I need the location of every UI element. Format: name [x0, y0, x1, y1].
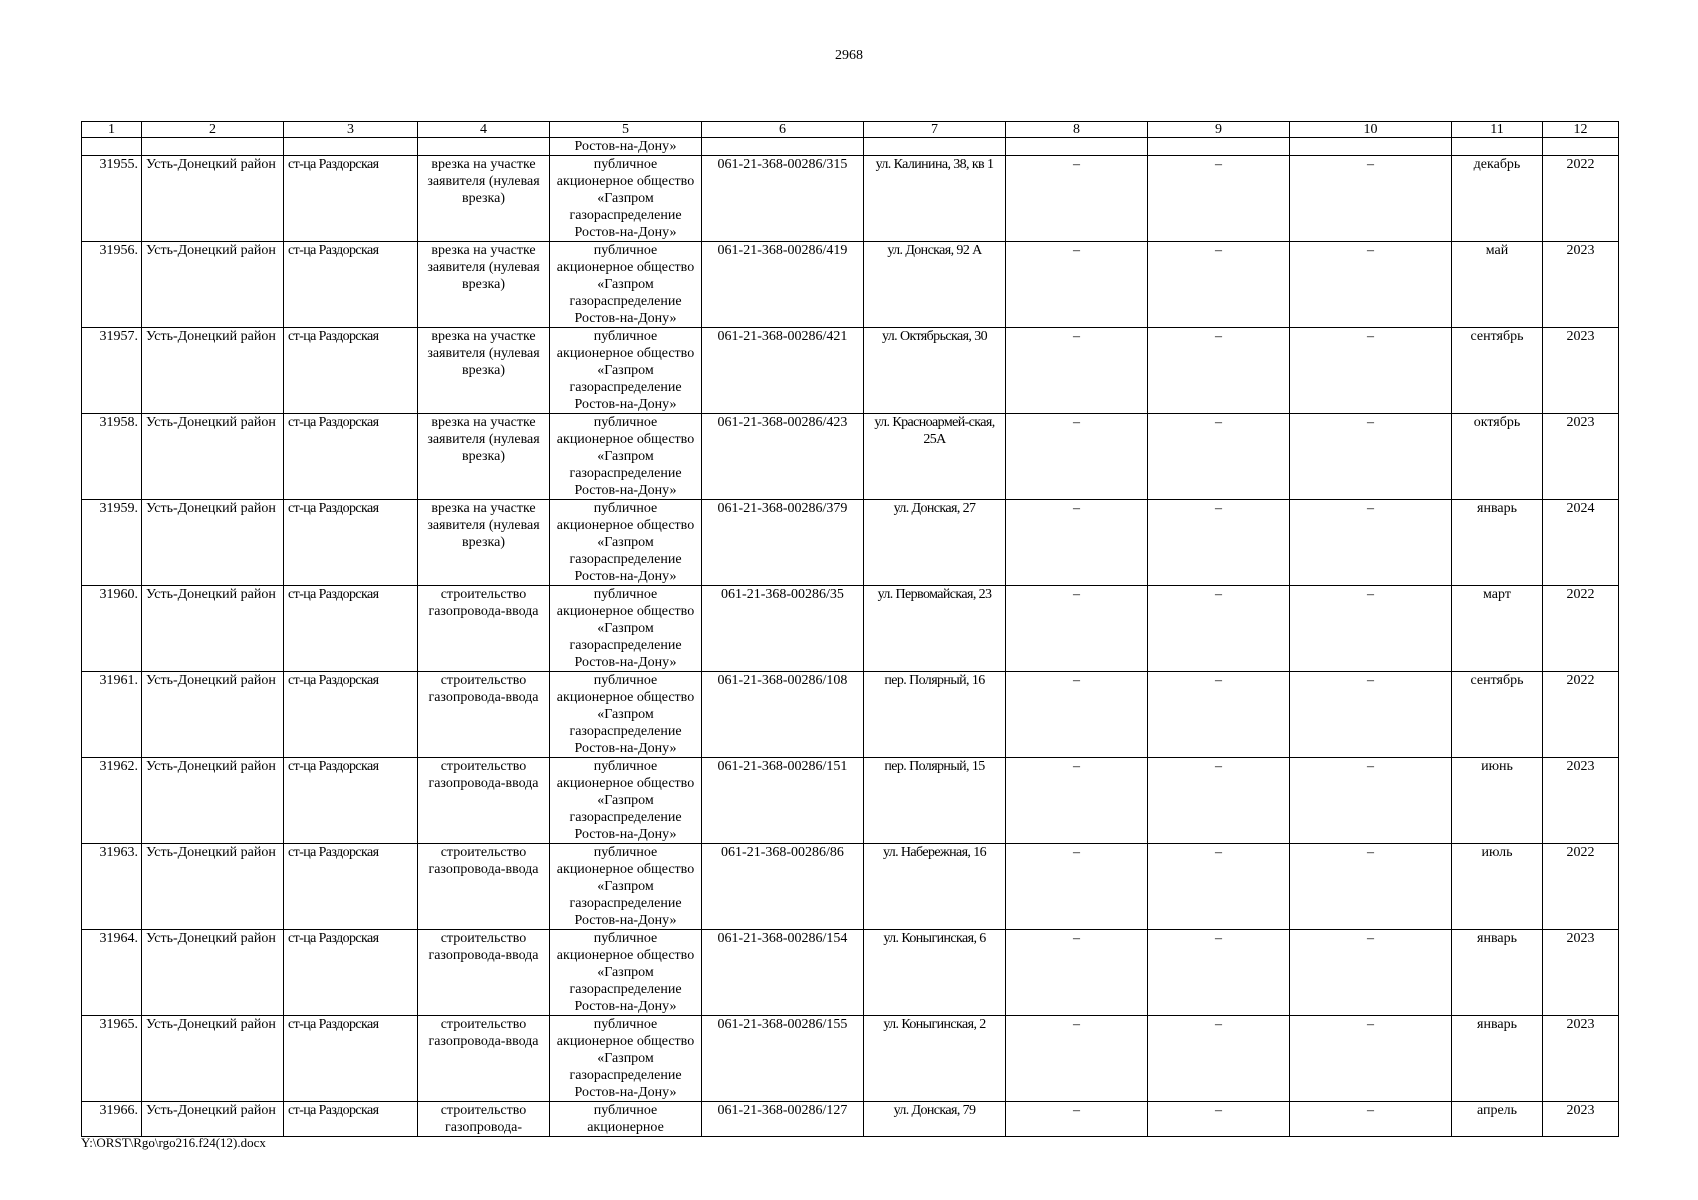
- month-cell: июль: [1452, 844, 1543, 930]
- district-cell: Усть-Донецкий район: [142, 844, 284, 930]
- col8-dash: –: [1006, 844, 1148, 930]
- locality-cell: ст-ца Раздорская: [284, 758, 418, 844]
- organization-cell: публичное акционерное общество «Газпром газораспределение Ростов-на-Дону»: [550, 930, 702, 1016]
- row-number: 31959.: [82, 500, 142, 586]
- year-cell: 2023: [1543, 758, 1619, 844]
- col8-dash: –: [1006, 930, 1148, 1016]
- column-number: 4: [418, 122, 550, 138]
- organization-cell: публичное акционерное общество «Газпром газораспределение Ростов-на-Дону»: [550, 758, 702, 844]
- object-code-cell: 061-21-368-00286/379: [702, 500, 864, 586]
- col8-dash: –: [1006, 672, 1148, 758]
- col9-dash: –: [1148, 758, 1290, 844]
- district-cell: Усть-Донецкий район: [142, 586, 284, 672]
- row-number: 31960.: [82, 586, 142, 672]
- month-cell: июнь: [1452, 758, 1543, 844]
- year-cell: 2024: [1543, 500, 1619, 586]
- col9-dash: –: [1148, 930, 1290, 1016]
- organization-cell: публичное акционерное общество «Газпром газораспределение Ростов-на-Дону»: [550, 414, 702, 500]
- column-number: 12: [1543, 122, 1619, 138]
- page-number: 2968: [835, 48, 863, 63]
- district-cell: Усть-Донецкий район: [142, 930, 284, 1016]
- locality-cell: ст-ца Раздорская: [284, 242, 418, 328]
- work-type-cell: строительство газопровода-ввода: [418, 586, 550, 672]
- work-type-cell: строительство газопровода-ввода: [418, 930, 550, 1016]
- year-cell: 2023: [1543, 414, 1619, 500]
- address-cell: ул. Первомайская, 23: [864, 586, 1006, 672]
- table-row: [82, 156, 1619, 242]
- continuation-text: Ростов-на-Дону»: [550, 138, 702, 156]
- col10-dash: –: [1290, 844, 1452, 930]
- year-cell: 2022: [1543, 844, 1619, 930]
- organization-cell: публичное акционерное общество «Газпром газораспределение Ростов-на-Дону»: [550, 328, 702, 414]
- table-row: [82, 672, 1619, 758]
- organization-cell: публичное акционерное общество «Газпром газораспределение Ростов-на-Дону»: [550, 586, 702, 672]
- col10-dash: –: [1290, 758, 1452, 844]
- column-number: 5: [550, 122, 702, 138]
- work-type-cell: строительство газопровода-ввода: [418, 844, 550, 930]
- work-type-cell: строительство газопровода-ввода: [418, 672, 550, 758]
- column-number: 3: [284, 122, 418, 138]
- month-cell: декабрь: [1452, 156, 1543, 242]
- row-number: 31962.: [82, 758, 142, 844]
- organization-cell: публичное акционерное общество «Газпром газораспределение Ростов-на-Дону»: [550, 1016, 702, 1102]
- object-code-cell: 061-21-368-00286/423: [702, 414, 864, 500]
- registry-table: [81, 121, 1619, 1137]
- column-number: 7: [864, 122, 1006, 138]
- locality-cell: ст-ца Раздорская: [284, 844, 418, 930]
- object-code-cell: 061-21-368-00286/155: [702, 1016, 864, 1102]
- month-cell: сентябрь: [1452, 328, 1543, 414]
- work-type-cell: строительство газопровода-ввода: [418, 1016, 550, 1102]
- district-cell: Усть-Донецкий район: [142, 500, 284, 586]
- col10-dash: –: [1290, 1102, 1452, 1137]
- row-number: 31958.: [82, 414, 142, 500]
- locality-cell: ст-ца Раздорская: [284, 156, 418, 242]
- work-type-cell: врезка на участке заявителя (нулевая врезка): [418, 328, 550, 414]
- row-number: 31965.: [82, 1016, 142, 1102]
- col10-dash: –: [1290, 328, 1452, 414]
- col9-dash: –: [1148, 414, 1290, 500]
- object-code-cell: 061-21-368-00286/419: [702, 242, 864, 328]
- object-code-cell: 061-21-368-00286/315: [702, 156, 864, 242]
- col10-dash: –: [1290, 930, 1452, 1016]
- address-cell: ул. Коныгинская, 6: [864, 930, 1006, 1016]
- locality-cell: ст-ца Раздорская: [284, 1016, 418, 1102]
- locality-cell: ст-ца Раздорская: [284, 414, 418, 500]
- object-code-cell: 061-21-368-00286/127: [702, 1102, 864, 1137]
- col9-dash: –: [1148, 1102, 1290, 1137]
- col8-dash: –: [1006, 1102, 1148, 1137]
- object-code-cell: 061-21-368-00286/86: [702, 844, 864, 930]
- column-number: 1: [82, 122, 142, 138]
- district-cell: Усть-Донецкий район: [142, 242, 284, 328]
- organization-cell: публичное акционерное: [550, 1102, 702, 1137]
- col10-dash: –: [1290, 672, 1452, 758]
- organization-cell: публичное акционерное общество «Газпром газораспределение Ростов-на-Дону»: [550, 242, 702, 328]
- row-number: 31955.: [82, 156, 142, 242]
- row-number: 31966.: [82, 1102, 142, 1137]
- row-number: 31961.: [82, 672, 142, 758]
- col9-dash: –: [1148, 328, 1290, 414]
- col9-dash: –: [1148, 242, 1290, 328]
- col9-dash: –: [1148, 156, 1290, 242]
- object-code-cell: 061-21-368-00286/108: [702, 672, 864, 758]
- address-cell: пер. Полярный, 16: [864, 672, 1006, 758]
- row-number: 31963.: [82, 844, 142, 930]
- col8-dash: –: [1006, 328, 1148, 414]
- col9-dash: –: [1148, 844, 1290, 930]
- col9-dash: –: [1148, 672, 1290, 758]
- address-cell: ул. Красноармей-ская, 25А: [864, 414, 1006, 500]
- col10-dash: –: [1290, 414, 1452, 500]
- locality-cell: ст-ца Раздорская: [284, 328, 418, 414]
- month-cell: май: [1452, 242, 1543, 328]
- month-cell: январь: [1452, 500, 1543, 586]
- object-code-cell: 061-21-368-00286/35: [702, 586, 864, 672]
- row-number: 31964.: [82, 930, 142, 1016]
- table-row: [82, 500, 1619, 586]
- month-cell: январь: [1452, 1016, 1543, 1102]
- locality-cell: ст-ца Раздорская: [284, 930, 418, 1016]
- object-code-cell: 061-21-368-00286/421: [702, 328, 864, 414]
- address-cell: ул. Донская, 27: [864, 500, 1006, 586]
- table-row: [82, 414, 1619, 500]
- year-cell: 2023: [1543, 1016, 1619, 1102]
- year-cell: 2023: [1543, 242, 1619, 328]
- district-cell: Усть-Донецкий район: [142, 1102, 284, 1137]
- table-row: [82, 758, 1619, 844]
- work-type-cell: строительство газопровода-ввода: [418, 758, 550, 844]
- table-row: [82, 844, 1619, 930]
- work-type-cell: строительство газопровода-: [418, 1102, 550, 1137]
- address-cell: ул. Донская, 92 А: [864, 242, 1006, 328]
- district-cell: Усть-Донецкий район: [142, 672, 284, 758]
- district-cell: Усть-Донецкий район: [142, 414, 284, 500]
- col9-dash: –: [1148, 1016, 1290, 1102]
- organization-cell: публичное акционерное общество «Газпром газораспределение Ростов-на-Дону»: [550, 500, 702, 586]
- district-cell: Усть-Донецкий район: [142, 328, 284, 414]
- address-cell: ул. Донская, 79: [864, 1102, 1006, 1137]
- month-cell: сентябрь: [1452, 672, 1543, 758]
- address-cell: ул. Октябрьская, 30: [864, 328, 1006, 414]
- col8-dash: –: [1006, 242, 1148, 328]
- year-cell: 2023: [1543, 1102, 1619, 1137]
- work-type-cell: врезка на участке заявителя (нулевая врезка): [418, 242, 550, 328]
- table-row: [82, 328, 1619, 414]
- col9-dash: –: [1148, 586, 1290, 672]
- locality-cell: ст-ца Раздорская: [284, 1102, 418, 1137]
- column-number: 11: [1452, 122, 1543, 138]
- continuation-row: [82, 138, 1619, 156]
- col10-dash: –: [1290, 1016, 1452, 1102]
- organization-cell: публичное акционерное общество «Газпром газораспределение Ростов-на-Дону»: [550, 844, 702, 930]
- year-cell: 2022: [1543, 156, 1619, 242]
- month-cell: апрель: [1452, 1102, 1543, 1137]
- table-row: [82, 1102, 1619, 1137]
- column-number: 6: [702, 122, 864, 138]
- year-cell: 2022: [1543, 586, 1619, 672]
- column-number: 10: [1290, 122, 1452, 138]
- year-cell: 2023: [1543, 930, 1619, 1016]
- address-cell: пер. Полярный, 15: [864, 758, 1006, 844]
- file-path-footer: Y:\ORST\Rgo\rgo216.f24(12).docx: [81, 1135, 266, 1150]
- col8-dash: –: [1006, 500, 1148, 586]
- table-row: [82, 930, 1619, 1016]
- object-code-cell: 061-21-368-00286/151: [702, 758, 864, 844]
- year-cell: 2022: [1543, 672, 1619, 758]
- locality-cell: ст-ца Раздорская: [284, 672, 418, 758]
- col8-dash: –: [1006, 758, 1148, 844]
- column-number: 2: [142, 122, 284, 138]
- district-cell: Усть-Донецкий район: [142, 1016, 284, 1102]
- district-cell: Усть-Донецкий район: [142, 156, 284, 242]
- row-number: 31956.: [82, 242, 142, 328]
- object-code-cell: 061-21-368-00286/154: [702, 930, 864, 1016]
- col10-dash: –: [1290, 586, 1452, 672]
- row-number: 31957.: [82, 328, 142, 414]
- address-cell: ул. Коныгинская, 2: [864, 1016, 1006, 1102]
- col9-dash: –: [1148, 500, 1290, 586]
- address-cell: ул. Набережная, 16: [864, 844, 1006, 930]
- table-row: [82, 586, 1619, 672]
- col8-dash: –: [1006, 586, 1148, 672]
- organization-cell: публичное акционерное общество «Газпром газораспределение Ростов-на-Дону»: [550, 672, 702, 758]
- work-type-cell: врезка на участке заявителя (нулевая врезка): [418, 156, 550, 242]
- col8-dash: –: [1006, 1016, 1148, 1102]
- col10-dash: –: [1290, 156, 1452, 242]
- locality-cell: ст-ца Раздорская: [284, 500, 418, 586]
- column-number: 8: [1006, 122, 1148, 138]
- col8-dash: –: [1006, 156, 1148, 242]
- month-cell: март: [1452, 586, 1543, 672]
- col10-dash: –: [1290, 500, 1452, 586]
- district-cell: Усть-Донецкий район: [142, 758, 284, 844]
- address-cell: ул. Калинина, 38, кв 1: [864, 156, 1006, 242]
- col10-dash: –: [1290, 242, 1452, 328]
- month-cell: октябрь: [1452, 414, 1543, 500]
- col8-dash: –: [1006, 414, 1148, 500]
- column-number-row: [82, 122, 1619, 138]
- work-type-cell: врезка на участке заявителя (нулевая врезка): [418, 500, 550, 586]
- table-row: [82, 242, 1619, 328]
- month-cell: январь: [1452, 930, 1543, 1016]
- column-number: 9: [1148, 122, 1290, 138]
- work-type-cell: врезка на участке заявителя (нулевая врезка): [418, 414, 550, 500]
- year-cell: 2023: [1543, 328, 1619, 414]
- table-row: [82, 1016, 1619, 1102]
- organization-cell: публичное акционерное общество «Газпром газораспределение Ростов-на-Дону»: [550, 156, 702, 242]
- locality-cell: ст-ца Раздорская: [284, 586, 418, 672]
